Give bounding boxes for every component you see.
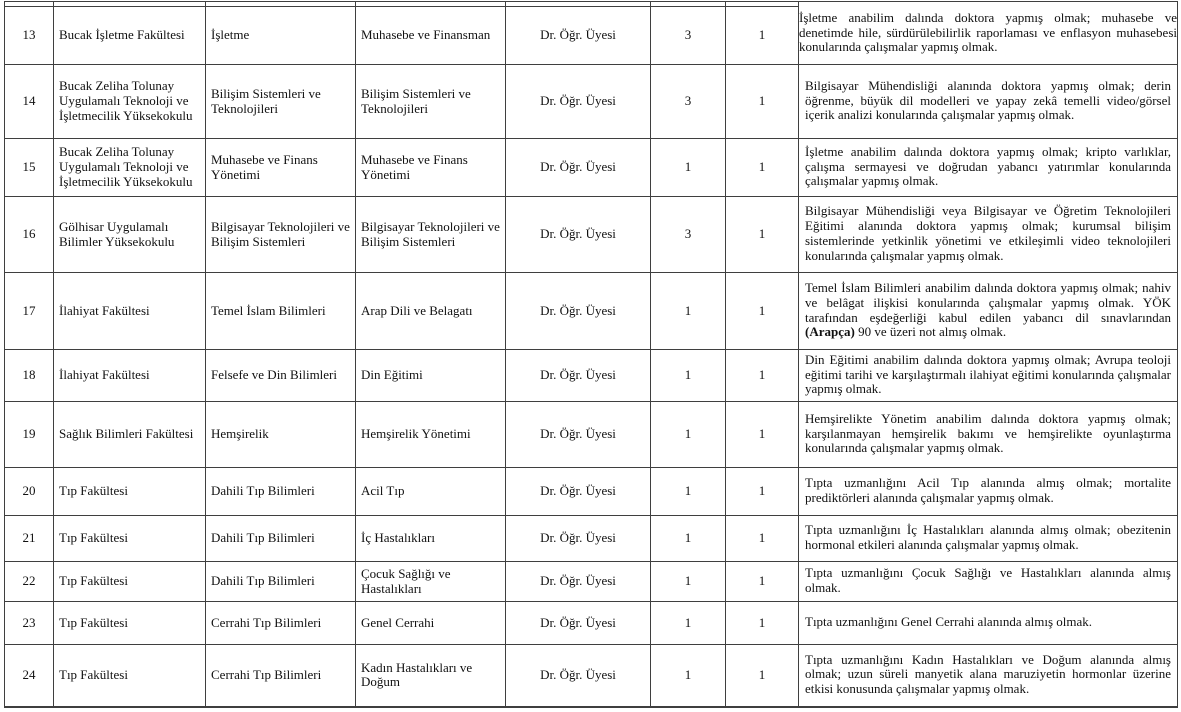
count-cell: 1 xyxy=(726,65,799,139)
quota-cell: 1 xyxy=(651,645,726,707)
requirement-cell xyxy=(799,273,1178,350)
table-row xyxy=(5,350,1178,402)
requirement-cell xyxy=(799,139,1178,197)
table-row xyxy=(5,516,1178,562)
quota-cell: 3 xyxy=(651,65,726,139)
row-no-cell: 18 xyxy=(5,350,54,402)
row-no-cell: 16 xyxy=(5,197,54,273)
faculty-cell: Gölhisar Uygulamalı Bilimler Yüksekokulu xyxy=(54,197,206,273)
title-cell: Dr. Öğr. Üyesi xyxy=(506,350,651,402)
quota-cell: 1 xyxy=(651,139,726,197)
title-cell: Dr. Öğr. Üyesi xyxy=(506,645,651,707)
requirement-cell xyxy=(799,65,1178,139)
requirement-text: Tıpta uzmanlığını Genel Cerrahi alanında almış olmak. xyxy=(805,614,1092,630)
faculty-positions-table xyxy=(4,1,1178,708)
program-cell: Kadın Hastalıkları ve Doğum xyxy=(356,645,506,707)
requirement-text: İşletme anabilim dalında doktora yapmış olmak; kripto varlıklar, çalışma sermayesi ve doğrudan yabancı yatırımlar konularında çalışmalar yapmış olmak. xyxy=(805,143,1171,189)
title-cell: Dr. Öğr. Üyesi xyxy=(506,139,651,197)
program-cell: Genel Cerrahi xyxy=(356,602,506,645)
count-cell: 1 xyxy=(726,602,799,645)
program-cell: İç Hastalıkları xyxy=(356,516,506,562)
program-cell: Çocuk Sağlığı ve Hastalıkları xyxy=(356,562,506,602)
title-cell: Dr. Öğr. Üyesi xyxy=(506,468,651,516)
requirement-cell xyxy=(799,562,1178,602)
row-no-cell: 22 xyxy=(5,562,54,602)
row-no-cell: 13 xyxy=(5,7,54,65)
requirement-bold-text: (Arapça) xyxy=(805,324,855,340)
requirement-text: Tıpta uzmanlığını Acil Tıp alanında almış olmak; mortalite prediktörleri alanında çalışmalar yapmış olmak. xyxy=(805,475,1171,505)
department-cell: Cerrahi Tıp Bilimleri xyxy=(206,645,356,707)
quota-cell: 1 xyxy=(651,273,726,350)
faculty-cell: Sağlık Bilimleri Fakültesi xyxy=(54,402,206,468)
table-row xyxy=(5,402,1178,468)
title-cell: Dr. Öğr. Üyesi xyxy=(506,273,651,350)
program-cell: Muhasebe ve Finans Yönetimi xyxy=(356,139,506,197)
table-row xyxy=(5,602,1178,645)
department-cell: Bilgisayar Teknolojileri ve Bilişim Sistemleri xyxy=(206,197,356,273)
department-cell: Hemşirelik xyxy=(206,402,356,468)
program-cell: Acil Tıp xyxy=(356,468,506,516)
requirement-text: Tıpta uzmanlığını İç Hastalıkları alanında almış olmak; obezitenin hormonal etkileri alanında çalışmalar yapmış olmak. xyxy=(805,522,1171,552)
program-cell: Bilgisayar Teknolojileri ve Bilişim Sistemleri xyxy=(356,197,506,273)
table-row xyxy=(5,645,1178,707)
row-no-cell: 23 xyxy=(5,602,54,645)
program-cell: Arap Dili ve Belagatı xyxy=(356,273,506,350)
table-row xyxy=(5,65,1178,139)
program-cell: Din Eğitimi xyxy=(356,350,506,402)
faculty-cell: Tıp Fakültesi xyxy=(54,468,206,516)
faculty-cell: Tıp Fakültesi xyxy=(54,645,206,707)
requirement-text: Bilgisayar Mühendisliği veya Bilgisayar ve Öğretim Teknolojileri Eğitimi alanında doktora yapmış olmak; kurumsal bilişim sistemlerinde yetkinlik yönetimi ve etkileşimli video teknolojileri konularında çalışmalar yapmış olmak. xyxy=(805,203,1171,263)
row-no-cell: 17 xyxy=(5,273,54,350)
count-cell: 1 xyxy=(726,197,799,273)
requirement-cell xyxy=(799,2,1178,65)
title-cell: Dr. Öğr. Üyesi xyxy=(506,402,651,468)
requirement-cell xyxy=(799,350,1178,402)
faculty-cell: Bucak Zeliha Tolunay Uygulamalı Teknoloji ve İşletmecilik Yüksekokulu xyxy=(54,65,206,139)
requirement-text: Bilgisayar Mühendisliği alanında doktora yapmış olmak; derin öğrenme, büyük dil modelleri ve yapay zekâ temelli video/görsel içerik analizi konularında çalışmalar yapmış olmak. xyxy=(805,77,1171,123)
title-cell: Dr. Öğr. Üyesi xyxy=(506,197,651,273)
count-cell: 1 xyxy=(726,139,799,197)
table-row xyxy=(5,197,1178,273)
requirement-text: Tıpta uzmanlığını Kadın Hastalıkları ve Doğum alanında almış olmak; uzun süreli manyetik alana maruziyetin hormonlar üzerine etkisi konusunda çalışmalar yapmış olmak. xyxy=(805,651,1171,697)
title-cell: Dr. Öğr. Üyesi xyxy=(506,7,651,65)
department-cell: Dahili Tıp Bilimleri xyxy=(206,516,356,562)
faculty-cell: İlahiyat Fakültesi xyxy=(54,273,206,350)
count-cell: 1 xyxy=(726,273,799,350)
department-cell: İşletme xyxy=(206,7,356,65)
requirement-text: Temel İslam Bilimleri anabilim dalında doktora yapmış olmak; nahiv ve belâgat ilişkisi konularında çalışmalar yapmış olmak. YÖK tarafından eşdeğerliği kabul edilen yabancı dil sınavlarından xyxy=(805,279,1171,325)
department-cell: Dahili Tıp Bilimleri xyxy=(206,468,356,516)
department-cell: Felsefe ve Din Bilimleri xyxy=(206,350,356,402)
count-cell: 1 xyxy=(726,402,799,468)
requirement-text: İşletme anabilim dalında doktora yapmış olmak; muhasebe ve denetimde hile, sürdürülebilirlik raporlaması ve enflasyon muhasebesi konularında çalışmalar yapmış olmak. xyxy=(799,9,1177,55)
row-no-cell: 19 xyxy=(5,402,54,468)
quota-cell: 1 xyxy=(651,562,726,602)
count-cell: 1 xyxy=(726,516,799,562)
quota-cell: 1 xyxy=(651,402,726,468)
program-cell: Muhasebe ve Finansman xyxy=(356,7,506,65)
table-row xyxy=(5,273,1178,350)
quota-cell: 1 xyxy=(651,516,726,562)
department-cell: Temel İslam Bilimleri xyxy=(206,273,356,350)
quota-cell: 3 xyxy=(651,197,726,273)
department-cell: Dahili Tıp Bilimleri xyxy=(206,562,356,602)
requirement-cell xyxy=(799,468,1178,516)
count-cell: 1 xyxy=(726,350,799,402)
requirement-cell xyxy=(799,602,1178,645)
program-cell: Bilişim Sistemleri ve Teknolojileri xyxy=(356,65,506,139)
department-cell: Bilişim Sistemleri ve Teknolojileri xyxy=(206,65,356,139)
requirement-text: 90 ve üzeri not almış olmak. xyxy=(854,324,1007,340)
faculty-cell: Bucak Zeliha Tolunay Uygulamalı Teknoloji ve İşletmecilik Yüksekokulu xyxy=(54,139,206,197)
quota-cell: 1 xyxy=(651,468,726,516)
requirement-cell xyxy=(799,645,1178,707)
count-cell: 1 xyxy=(726,645,799,707)
department-cell: Cerrahi Tıp Bilimleri xyxy=(206,602,356,645)
quota-cell: 3 xyxy=(651,7,726,65)
faculty-cell: Tıp Fakültesi xyxy=(54,562,206,602)
table-row xyxy=(5,139,1178,197)
table-row xyxy=(5,468,1178,516)
table-row xyxy=(5,562,1178,602)
faculty-cell: Bucak İşletme Fakültesi xyxy=(54,7,206,65)
row-no-cell: 20 xyxy=(5,468,54,516)
table-body xyxy=(5,2,1178,707)
quota-cell: 1 xyxy=(651,350,726,402)
count-cell: 1 xyxy=(726,468,799,516)
row-no-cell: 24 xyxy=(5,645,54,707)
title-cell: Dr. Öğr. Üyesi xyxy=(506,516,651,562)
row-no-cell: 15 xyxy=(5,139,54,197)
title-cell: Dr. Öğr. Üyesi xyxy=(506,602,651,645)
faculty-cell: Tıp Fakültesi xyxy=(54,516,206,562)
count-cell: 1 xyxy=(726,562,799,602)
requirement-text: Hemşirelikte Yönetim anabilim dalında doktora yapmış olmak; karşılanmayan hemşirelik bakımı ve hemşirelikte oyunlaştırma konularında çalışmalar yapmış olmak. xyxy=(805,410,1171,456)
requirement-text: Tıpta uzmanlığını Çocuk Sağlığı ve Hastalıkları alanında almış olmak. xyxy=(805,565,1171,595)
count-cell: 1 xyxy=(726,7,799,65)
title-cell: Dr. Öğr. Üyesi xyxy=(506,562,651,602)
program-cell: Hemşirelik Yönetimi xyxy=(356,402,506,468)
faculty-cell: Tıp Fakültesi xyxy=(54,602,206,645)
department-cell: Muhasebe ve Finans Yönetimi xyxy=(206,139,356,197)
requirement-cell xyxy=(799,402,1178,468)
title-cell: Dr. Öğr. Üyesi xyxy=(506,65,651,139)
faculty-cell: İlahiyat Fakültesi xyxy=(54,350,206,402)
requirement-text: Din Eğitimi anabilim dalında doktora yapmış olmak; Avrupa teoloji eğitimi tarihi ve karşılaştırmalı ilahiyat eğitimi konularında çalışmalar yapmış olmak. xyxy=(805,351,1171,397)
row-no-cell: 14 xyxy=(5,65,54,139)
requirement-cell xyxy=(799,516,1178,562)
requirement-cell xyxy=(799,197,1178,273)
quota-cell: 1 xyxy=(651,602,726,645)
row-no-cell: 21 xyxy=(5,516,54,562)
